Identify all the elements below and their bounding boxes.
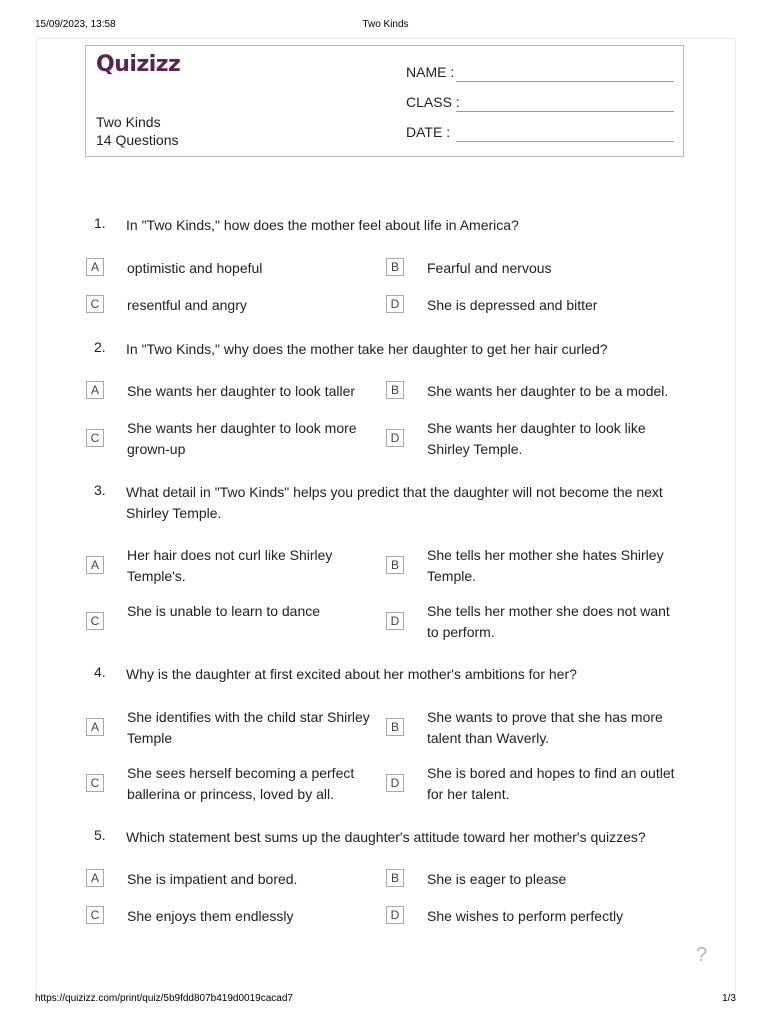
question-text: Why is the daughter at first excited about her mother's ambitions for her? <box>126 666 577 682</box>
option-text: She wants her daughter to be a model. <box>427 383 669 399</box>
option-letter-box: C <box>86 774 104 792</box>
option-text: Fearful and nervous <box>427 260 552 276</box>
quizizz-logo: Quizizz <box>96 52 181 77</box>
question-text: What detail in "Two Kinds" helps you predict that the daughter will not become the next Shirley Temple. <box>126 484 663 521</box>
class-field[interactable] <box>406 92 674 112</box>
class-label: CLASS : <box>406 94 460 110</box>
option-text: She identifies with the child star Shirley Temple <box>127 709 370 746</box>
class-line <box>456 111 674 112</box>
question-number: 4. <box>94 664 106 680</box>
option-text: Her hair does not curl like Shirley Temple's. <box>127 547 333 584</box>
print-footer <box>35 993 736 1007</box>
option-text: She wants to prove that she has more talent than Waverly. <box>427 709 663 746</box>
option-letter-box: A <box>86 381 104 399</box>
date-label: DATE : <box>406 124 451 140</box>
option-text: She enjoys them endlessly <box>127 908 294 924</box>
name-line <box>456 81 674 82</box>
question-text: In "Two Kinds," why does the mother take her daughter to get her hair curled? <box>126 341 608 357</box>
option-letter-box: B <box>386 718 404 736</box>
print-timestamp: 15/09/2023, 13:58 <box>35 19 116 30</box>
option-text: She is unable to learn to dance <box>127 603 321 619</box>
question-text: Which statement best sums up the daughter's attitude toward her mother's quizzes? <box>126 829 646 845</box>
name-label: NAME : <box>406 64 455 80</box>
question-count: 14 Questions <box>96 132 179 148</box>
option-text: She wishes to perform perfectly <box>427 908 624 924</box>
question-text: In "Two Kinds," how does the mother feel about life in America? <box>126 217 519 233</box>
option-text: optimistic and hopeful <box>127 260 263 276</box>
option-letter-box: C <box>86 612 104 630</box>
option-letter-box: A <box>86 869 104 887</box>
date-line <box>456 141 674 142</box>
print-header <box>35 19 736 33</box>
option-text: She wants her daughter to look like Shirley Temple. <box>427 420 646 457</box>
option-letter-box: A <box>86 258 104 276</box>
page-number: 1/3 <box>722 993 736 1004</box>
question-mark-icon[interactable]: ? <box>696 944 708 966</box>
name-field[interactable] <box>406 62 674 82</box>
question-number: 2. <box>94 339 106 355</box>
option-text: She tells her mother she does not want to perform. <box>427 603 670 640</box>
option-letter-box: D <box>386 295 404 313</box>
worksheet-header <box>85 45 684 157</box>
print-title: Two Kinds <box>362 19 409 30</box>
question-number: 5. <box>94 827 106 843</box>
option-text: She tells her mother she hates Shirley Temple. <box>427 547 664 584</box>
option-letter-box: B <box>386 258 404 276</box>
date-field[interactable] <box>406 122 674 142</box>
option-letter-box: A <box>86 718 104 736</box>
question-number: 3. <box>94 482 106 498</box>
option-text: She wants her daughter to look taller <box>127 383 356 399</box>
quiz-title: Two Kinds <box>96 114 161 130</box>
option-text: She is eager to please <box>427 871 567 887</box>
option-letter-box: D <box>386 612 404 630</box>
option-text: She is impatient and bored. <box>127 871 298 887</box>
option-letter-box: D <box>386 774 404 792</box>
option-letter-box: B <box>386 381 404 399</box>
option-letter-box: D <box>386 906 404 924</box>
option-text: She is depressed and bitter <box>427 297 598 313</box>
print-url[interactable]: https://quizizz.com/print/quiz/5b9fdd807b419d0019cacad7 <box>35 993 293 1004</box>
option-letter-box: D <box>386 429 404 447</box>
option-text: resentful and angry <box>127 297 247 313</box>
option-letter-box: B <box>386 869 404 887</box>
option-letter-box: C <box>86 295 104 313</box>
option-letter-box: C <box>86 906 104 924</box>
option-text: She wants her daughter to look more grown-up <box>127 420 357 457</box>
option-letter-box: C <box>86 429 104 447</box>
option-letter-box: B <box>386 556 404 574</box>
question-number: 1. <box>94 215 106 231</box>
option-text: She is bored and hopes to find an outlet for her talent. <box>427 765 675 802</box>
option-letter-box: A <box>86 556 104 574</box>
option-text: She sees herself becoming a perfect ballerina or princess, loved by all. <box>127 765 355 802</box>
